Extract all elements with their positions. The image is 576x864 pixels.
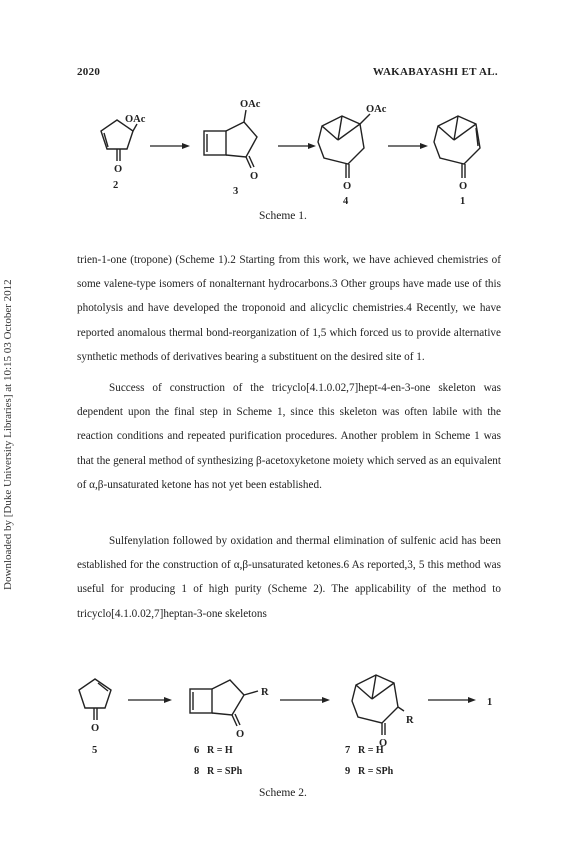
compound-label-2: 2: [113, 180, 119, 191]
compound-3-structure: [204, 110, 257, 168]
scheme-2: [0, 655, 576, 815]
oxygen-5: O: [91, 723, 100, 734]
r-label-7: R: [406, 715, 414, 726]
running-head: WAKABAYASHI ET AL.: [372, 66, 498, 78]
sub-label-8: R = SPh: [207, 766, 243, 777]
sub-label-7: R = H: [358, 745, 384, 756]
compound-label-3: 3: [233, 186, 239, 197]
sub-label-6: R = H: [207, 745, 233, 756]
compound-7-structure: [352, 675, 404, 735]
compound-1-structure: [434, 116, 480, 178]
scheme-1-caption: Scheme 1.: [259, 210, 307, 222]
compound-label-7: 7: [345, 745, 351, 756]
sub-label-9: R = SPh: [358, 766, 394, 777]
compound-4-structure: [318, 114, 370, 178]
compound-label-5: 5: [92, 745, 98, 756]
page-number: 2020: [77, 66, 101, 78]
oxygen-3: O: [250, 171, 259, 182]
paragraph-2: [77, 376, 501, 497]
compound-5-structure: [79, 679, 111, 720]
product-label-1: 1: [487, 697, 493, 708]
compound-2-structure: [101, 120, 137, 161]
oxygen-4: O: [343, 181, 352, 192]
oxygen-7: O: [379, 738, 388, 749]
compound-label-1: 1: [460, 196, 466, 207]
scheme-1-structures: [101, 110, 480, 178]
paragraph-3: [77, 529, 501, 626]
compound-6-structure: [190, 680, 258, 726]
scheme-2-structures: [79, 675, 404, 735]
oac-label-3: OAc: [240, 99, 261, 110]
oxygen-6: O: [236, 729, 245, 740]
compound-label-9: 9: [345, 766, 351, 777]
compound-label-6: 6: [194, 745, 200, 756]
scheme-1: [0, 88, 576, 238]
download-notice: Downloaded by [Duke University Libraries] at 10:15 03 October 2012: [2, 279, 14, 590]
paragraph-3-text: Sulfenylation followed by oxidation and thermal elimination of sulfenic acid has been established for the construction of α,β-unsaturated ketones.6 As reported,3, 5 this method was useful for producing 1 of high purity (Scheme 2). The applicability of the method to tricyclo[4.1.0.02,7]heptan-3-one skeletons: [77, 535, 501, 620]
r-label-6: R: [261, 687, 269, 698]
oac-label-2: OAc: [125, 114, 146, 125]
compound-label-4: 4: [343, 196, 349, 207]
oac-label-4: OAc: [366, 104, 387, 115]
oxygen-1: O: [459, 181, 468, 192]
paragraph-2-text: Success of construction of the tricyclo[4.1.0.02,7]hept-4-en-3-one skeleton was dependent upon the final step in Scheme 1, since this skeleton was often labile with the reaction conditions and repeated purification procedures. Another problem in Scheme 1 was that the general method of synthesizing β-acetoxyketone moiety which served as an equivalent of α,β-unsaturated ketone has not yet been established.: [77, 382, 501, 491]
paragraph-1: trien-1-one (tropone) (Scheme 1).2 Starting from this work, we have achieved chemistries of some valene-type isomers of nonalternant hydrocarbons.3 Other groups have made use of this photolysis and have developed the troponoid and alicyclic chemistries.4 Recently, we have reported anomalous thermal bond-reorganization of 1,5 which forced us to provide alternative synthetic methods of derivatives bearing a substituent on the desired site of 1.: [77, 254, 501, 363]
scheme-2-caption: Scheme 2.: [259, 787, 307, 799]
oxygen-2: O: [114, 164, 123, 175]
compound-label-8: 8: [194, 766, 200, 777]
